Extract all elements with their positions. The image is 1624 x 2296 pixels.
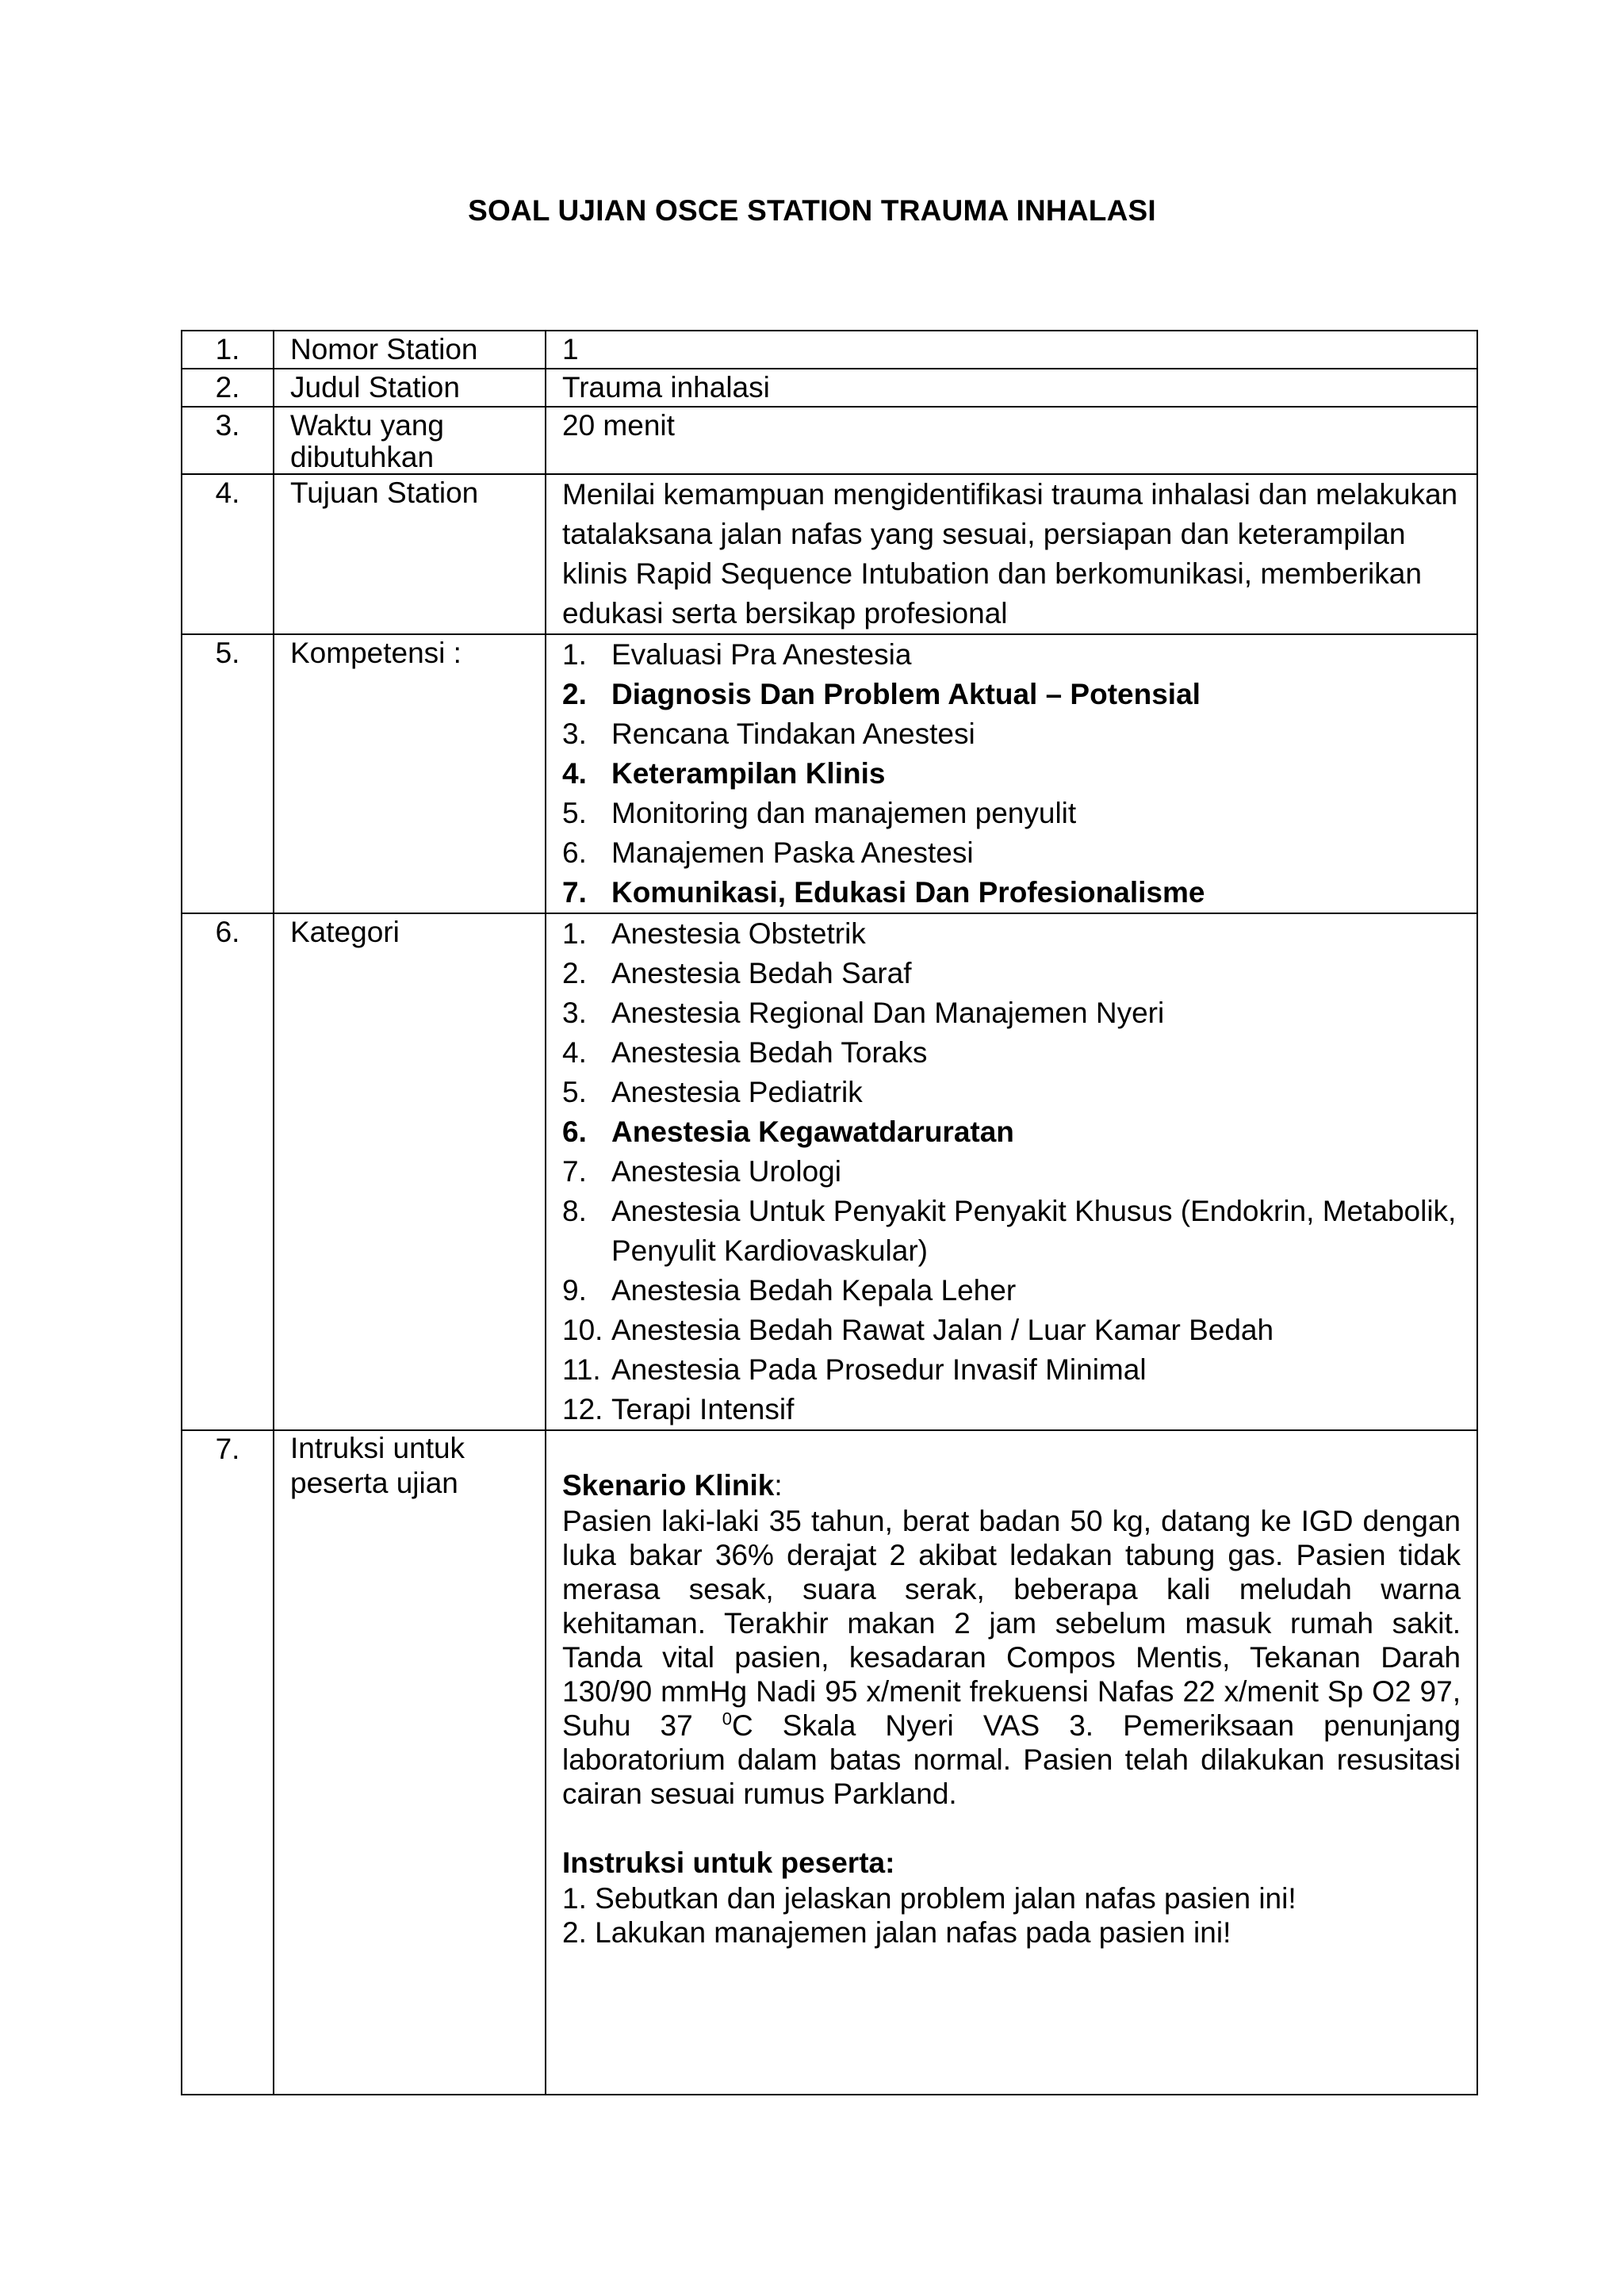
- list-item: [562, 1271, 1461, 1311]
- scenario-heading: [562, 1468, 1461, 1504]
- list-item-number: 7.: [562, 876, 587, 909]
- row-value: 1: [546, 331, 1477, 369]
- list-item-text: Anestesia Kegawatdaruratan: [611, 1115, 1014, 1148]
- list-item-number: 3.: [562, 997, 587, 1029]
- row-value: 20 menit: [546, 407, 1477, 474]
- list-item-text: Anestesia Pada Prosedur Invasif Minimal: [611, 1353, 1147, 1386]
- list-item-text: Diagnosis Dan Problem Aktual – Potensial: [611, 678, 1201, 710]
- list-item-number: 2.: [562, 678, 587, 710]
- row-label-line: dibutuhkan: [290, 441, 435, 473]
- list-item: [562, 794, 1461, 833]
- row-number: 2.: [182, 369, 274, 407]
- row-number: 6.: [182, 913, 274, 1430]
- scenario-text: [562, 1504, 1461, 1811]
- list-item-number: 1.: [562, 917, 587, 950]
- list-item: [562, 754, 1461, 794]
- list-item-text: Anestesia Pediatrik: [611, 1076, 863, 1108]
- list-item-number: 12.: [562, 1393, 603, 1425]
- row-number: 3.: [182, 407, 274, 474]
- row-label: Judul Station: [274, 369, 546, 407]
- list-item-text: Rencana Tindakan Anestesi: [611, 718, 975, 750]
- list-item: [562, 675, 1461, 714]
- list-item: [562, 1073, 1461, 1112]
- list-item-number: 10.: [562, 1314, 603, 1346]
- list-item: [562, 1152, 1461, 1192]
- list-item-number: 5.: [562, 1076, 587, 1108]
- list-item-number: 3.: [562, 718, 587, 750]
- list-item: [562, 1311, 1461, 1350]
- list-item-number: 6.: [562, 836, 587, 869]
- list-item-number: 9.: [562, 1274, 587, 1307]
- list-item-number: 2.: [562, 957, 587, 989]
- list-item: [562, 1112, 1461, 1152]
- row-label: Tujuan Station: [274, 474, 546, 634]
- row-number: 5.: [182, 634, 274, 913]
- list-item-number: 7.: [562, 1155, 587, 1188]
- table-row-waktu: [182, 407, 1477, 474]
- instruction-item: 1. Sebutkan dan jelaskan problem jalan nafas pasien ini!: [562, 1882, 1297, 1915]
- list-item: [562, 1390, 1461, 1429]
- table-row-kategori: [182, 913, 1477, 1430]
- list-item: [562, 1350, 1461, 1390]
- row-label-line: peserta ujian: [290, 1467, 458, 1499]
- list-item-text: Anestesia Bedah Rawat Jalan / Luar Kamar Bedah: [611, 1314, 1274, 1346]
- list-item: [562, 833, 1461, 873]
- list-item-text: Anestesia Bedah Kepala Leher: [611, 1274, 1017, 1307]
- list-item-text: Anestesia Untuk Penyakit Penyakit Khusus (Endokrin, Metabolik, Penyulit Kardiovaskular): [611, 1195, 1457, 1267]
- list-item: [562, 993, 1461, 1033]
- list-item: [562, 635, 1461, 675]
- station-table: [181, 330, 1478, 2095]
- row-label: Kompetensi :: [274, 634, 546, 913]
- list-item-number: 4.: [562, 1036, 587, 1069]
- list-item-text: Terapi Intensif: [611, 1393, 795, 1425]
- row-number: 7.: [182, 1430, 274, 2095]
- list-item-text: Anestesia Bedah Toraks: [611, 1036, 928, 1069]
- list-item: [562, 954, 1461, 993]
- list-item-number: 1.: [562, 638, 587, 671]
- instruction-item: 2. Lakukan manajemen jalan nafas pada pasien ini!: [562, 1916, 1231, 1949]
- list-item-text: Anestesia Obstetrik: [611, 917, 866, 950]
- table-row-tujuan-station: [182, 474, 1477, 634]
- list-item-text: Keterampilan Klinis: [611, 757, 886, 790]
- row-label: [274, 1430, 546, 2095]
- instructions-list: [562, 1881, 1461, 1950]
- row-label-line: Intruksi untuk: [290, 1432, 465, 1464]
- list-item-text: Anestesia Urologi: [611, 1155, 841, 1188]
- list-item-number: 5.: [562, 797, 587, 829]
- tujuan-text: Menilai kemampuan mengidentifikasi trauma inhalasi dan melakukan tatalaksana jalan nafas yang sesuai, persiapan dan keterampilan klinis Rapid Sequence Intubation dan berkomunikasi, memberikan edukasi serta bersikap profesional: [562, 478, 1458, 629]
- list-item-text: Anestesia Regional Dan Manajemen Nyeri: [611, 997, 1165, 1029]
- table-row-instruksi: [182, 1430, 1477, 2095]
- row-value: [546, 913, 1477, 1430]
- list-item-number: 8.: [562, 1195, 587, 1227]
- list-item-text: Komunikasi, Edukasi Dan Profesionalisme: [611, 876, 1205, 909]
- list-item-text: Evaluasi Pra Anestesia: [611, 638, 912, 671]
- table-row-kompetensi: [182, 634, 1477, 913]
- kategori-list: [562, 914, 1461, 1429]
- list-item-number: 11.: [562, 1353, 601, 1386]
- degree-superscript: 0: [722, 1709, 732, 1729]
- list-item: [562, 914, 1461, 954]
- row-value: Trauma inhalasi: [546, 369, 1477, 407]
- scenario-text-part: C Skala Nyeri VAS 3. Pemeriksaan penunjang laboratorium dalam batas normal. Pasien telah dilakukan resusitasi cairan sesuai rumus Parkland.: [562, 1709, 1461, 1810]
- kompetensi-list: [562, 635, 1461, 913]
- list-item: [562, 873, 1461, 913]
- scenario-heading-text: Skenario Klinik: [562, 1469, 775, 1502]
- row-number: 4.: [182, 474, 274, 634]
- list-item-text: Anestesia Bedah Saraf: [611, 957, 912, 989]
- list-item-text: Manajemen Paska Anestesi: [611, 836, 974, 869]
- row-value: [546, 474, 1477, 634]
- row-label: Nomor Station: [274, 331, 546, 369]
- row-value: [546, 1430, 1477, 2095]
- row-label: [274, 407, 546, 474]
- list-item-number: 6.: [562, 1115, 587, 1148]
- scenario-text-part: Pasien laki-laki 35 tahun, berat badan 50 kg, datang ke IGD dengan luka bakar 36% derajat 2 akibat ledakan tabung gas. Pasien tidak merasa sesak, suara serak, beberapa kali meludah warna kehitaman. Terakhir makan 2 jam sebelum masuk rumah sakit. Tanda vital pasien, kesadaran Compos Mentis, Tekanan Darah 130/90 mmHg Nadi 95 x/menit frekuensi Nafas 22 x/menit Sp O2 97, Suhu 37: [562, 1505, 1461, 1742]
- row-number: 1.: [182, 331, 274, 369]
- table-row-judul-station: [182, 369, 1477, 407]
- row-value: [546, 634, 1477, 913]
- list-item: [562, 714, 1461, 754]
- scenario-heading-colon: :: [774, 1469, 783, 1502]
- list-item: [562, 1033, 1461, 1073]
- list-item-number: 4.: [562, 757, 587, 790]
- row-label: Kategori: [274, 913, 546, 1430]
- list-item: [562, 1192, 1461, 1271]
- page-title: SOAL UJIAN OSCE STATION TRAUMA INHALASI: [468, 194, 1156, 227]
- list-item-text: Monitoring dan manajemen penyulit: [611, 797, 1077, 829]
- instructions-heading: Instruksi untuk peserta:: [562, 1846, 895, 1879]
- row-label-line: Waktu yang: [290, 409, 444, 442]
- table-row-nomor-station: [182, 331, 1477, 369]
